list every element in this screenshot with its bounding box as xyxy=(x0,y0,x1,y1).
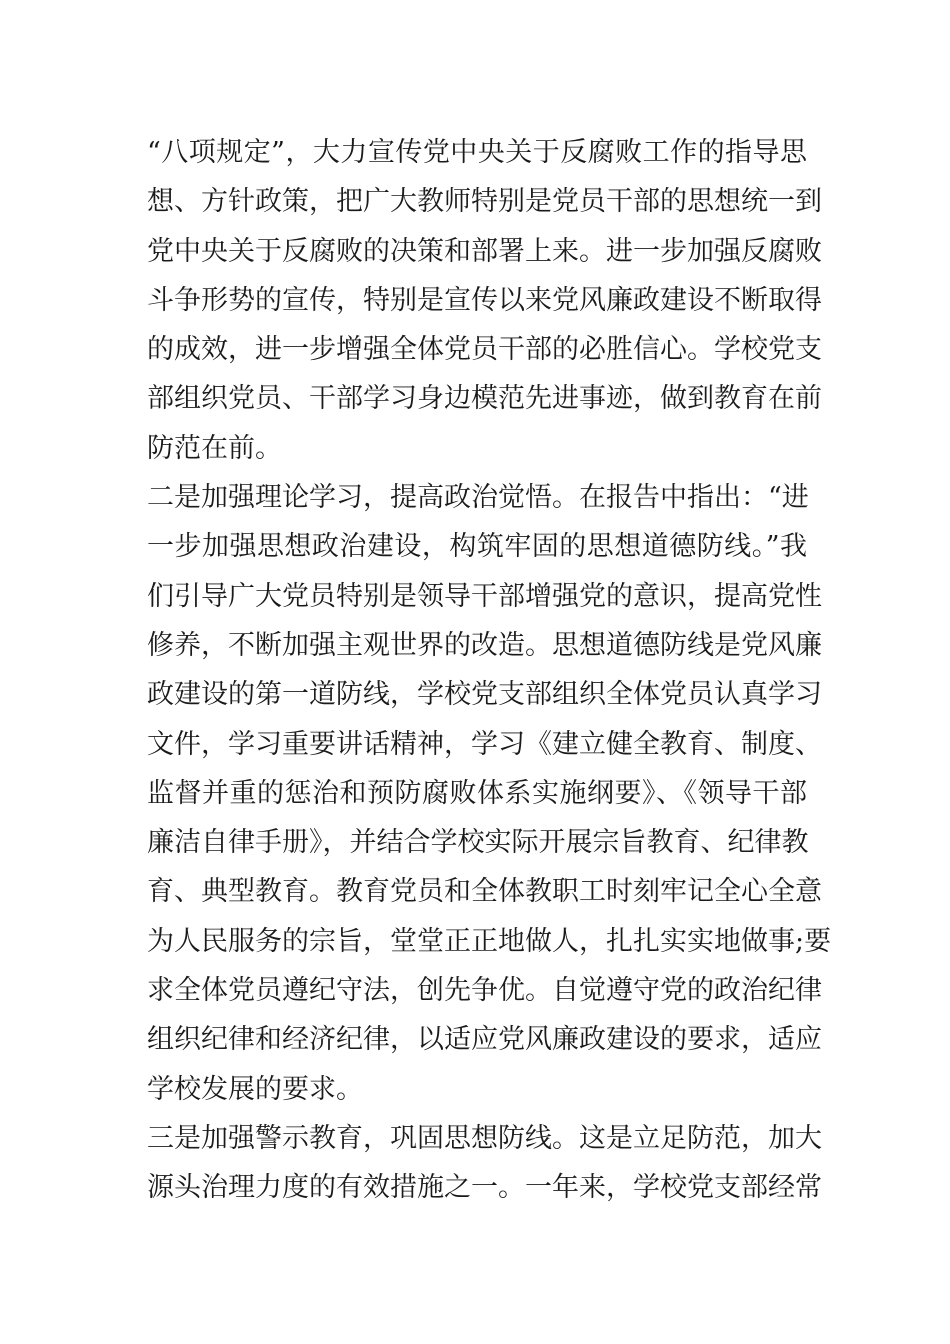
text-line-10: 们引导广大党员特别是领导干部增强党的意识，提高党性 xyxy=(147,580,822,612)
text-line-13: 文件，学习重要讲话精神，学习《建立健全教育、制度、 xyxy=(147,728,822,760)
text-line-20: 学校发展的要求。 xyxy=(147,1073,363,1105)
text-line-16: 育、典型教育。教育党员和全体教职工时刻牢记全心全意 xyxy=(147,876,822,908)
text-line-19: 组织纪律和经济纪律，以适应党风廉政建设的要求，适应 xyxy=(147,1024,822,1056)
text-line-22: 源头治理力度的有效措施之一。一年来，学校党支部经常 xyxy=(147,1172,822,1204)
text-line-1: “八项规定”，大力宣传党中央关于反腐败工作的指导思 xyxy=(147,137,807,168)
text-line-8: 二是加强理论学习，提高政治觉悟。在报告中指出：“进 xyxy=(147,482,809,514)
text-line-6: 部组织党员、干部学习身边模范先进事迹，做到教育在前 xyxy=(147,383,822,415)
text-line-7: 防范在前。 xyxy=(147,432,282,464)
text-line-9: 一步加强思想政治建设，构筑牢固的思想道德防线。”我 xyxy=(147,531,807,563)
text-line-3: 党中央关于反腐败的决策和部署上来。进一步加强反腐败 xyxy=(147,235,822,267)
text-line-12: 政建设的第一道防线，学校党支部组织全体党员认真学习 xyxy=(147,679,822,711)
text-line-4: 斗争形势的宣传，特别是宣传以来党风廉政建设不断取得 xyxy=(147,284,822,316)
text-line-2: 想、方针政策，把广大教师特别是党员干部的思想统一到 xyxy=(147,186,822,218)
body-text xyxy=(147,128,832,1213)
text-line-5: 的成效，进一步增强全体党员干部的必胜信心。学校党支 xyxy=(147,334,822,366)
text-line-18: 求全体党员遵纪守法，创先争优。自觉遵守党的政治纪律 xyxy=(147,975,822,1007)
text-line-15: 廉洁自律手册》，并结合学校实际开展宗旨教育、纪律教 xyxy=(147,827,809,859)
text-line-17: 为人民服务的宗旨，堂堂正正地做人，扎扎实实地做事;要 xyxy=(147,925,832,957)
text-line-11: 修养，不断加强主观世界的改造。思想道德防线是党风廉 xyxy=(147,629,822,661)
text-line-14: 监督并重的惩治和预防腐败体系实施纲要》、《领导干部 xyxy=(147,777,807,809)
text-line-21: 三是加强警示教育，巩固思想防线。这是立足防范，加大 xyxy=(147,1122,822,1154)
